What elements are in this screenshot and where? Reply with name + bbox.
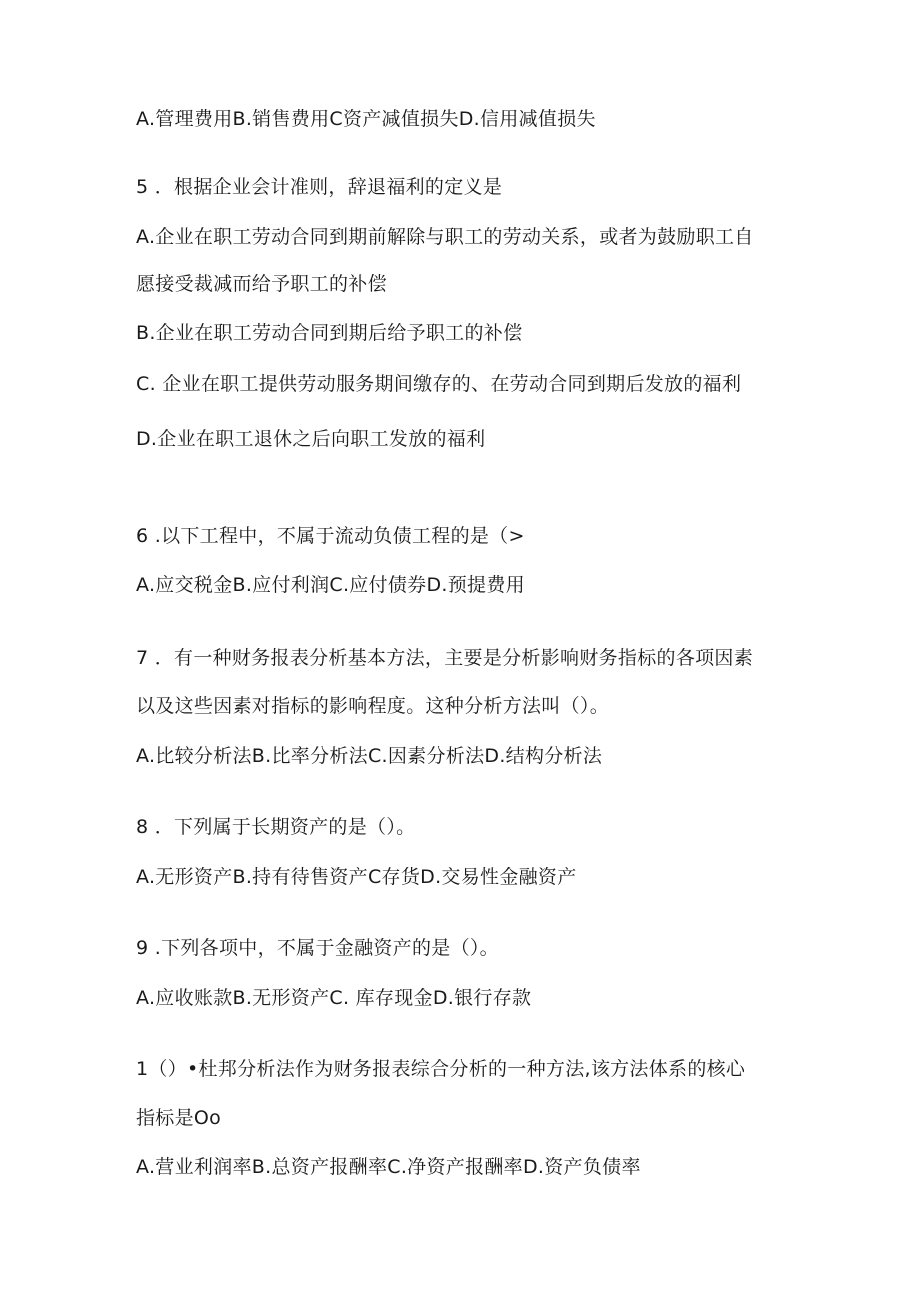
question-6-options: A.应交税金B.应付利润C.应付债券D.预提费用	[136, 574, 525, 596]
question-5-option-c: C. 企业在职工提供劳动服务期间缴存的、在劳动合同到期后发放的福利	[136, 373, 742, 395]
question-7-options: A.比较分析法B.比率分析法C.因素分析法D.结构分析法	[136, 745, 603, 767]
question-8-options: A.无形资产B.持有待售资产C存货D.交易性金融资产	[136, 866, 577, 888]
question-5-stem: 5 ．根据企业会计准则，辞退福利的定义是	[136, 176, 503, 198]
question-8-stem: 8 ．下列属于长期资产的是（）。	[136, 816, 416, 838]
question-7-stem-continued: 以及这些因素对指标的影响程度。这种分析方法叫（）。	[136, 695, 610, 717]
question-5-option-a-continued: 愿接受裁减而给予职工的补偿	[136, 273, 387, 295]
question-5-option-a: A.企业在职工劳动合同到期前解除与职工的劳动关系，或者为鼓励职工自	[136, 226, 754, 248]
question-10-stem-continued: 指标是Oo	[136, 1107, 222, 1129]
question-9-stem: 9 .下列各项中，不属于金融资产的是（）。	[136, 937, 499, 959]
question-4-options: A.管理费用B.销售费用C资产减值损失D.信用减值损失	[136, 108, 596, 130]
question-10-options: A.营业利润率B.总资产报酬率C.净资产报酬率D.资产负债率	[136, 1156, 641, 1178]
question-6-stem: 6 .以下工程中，不属于流动负债工程的是（>	[136, 525, 525, 547]
question-5-option-d: D.企业在职工退休之后向职工发放的福利	[136, 428, 486, 450]
question-5-option-b: B.企业在职工劳动合同到期后给予职工的补偿	[136, 322, 523, 344]
question-9-options: A.应收账款B.无形资产C. 库存现金D.银行存款	[136, 987, 532, 1009]
question-10-stem: 1（）•杜邦分析法作为财务报表综合分析的一种方法,该方法体系的核心	[136, 1058, 746, 1080]
question-7-stem: 7 ．有一种财务报表分析基本方法，主要是分析影响财务指标的各项因素	[136, 647, 754, 669]
